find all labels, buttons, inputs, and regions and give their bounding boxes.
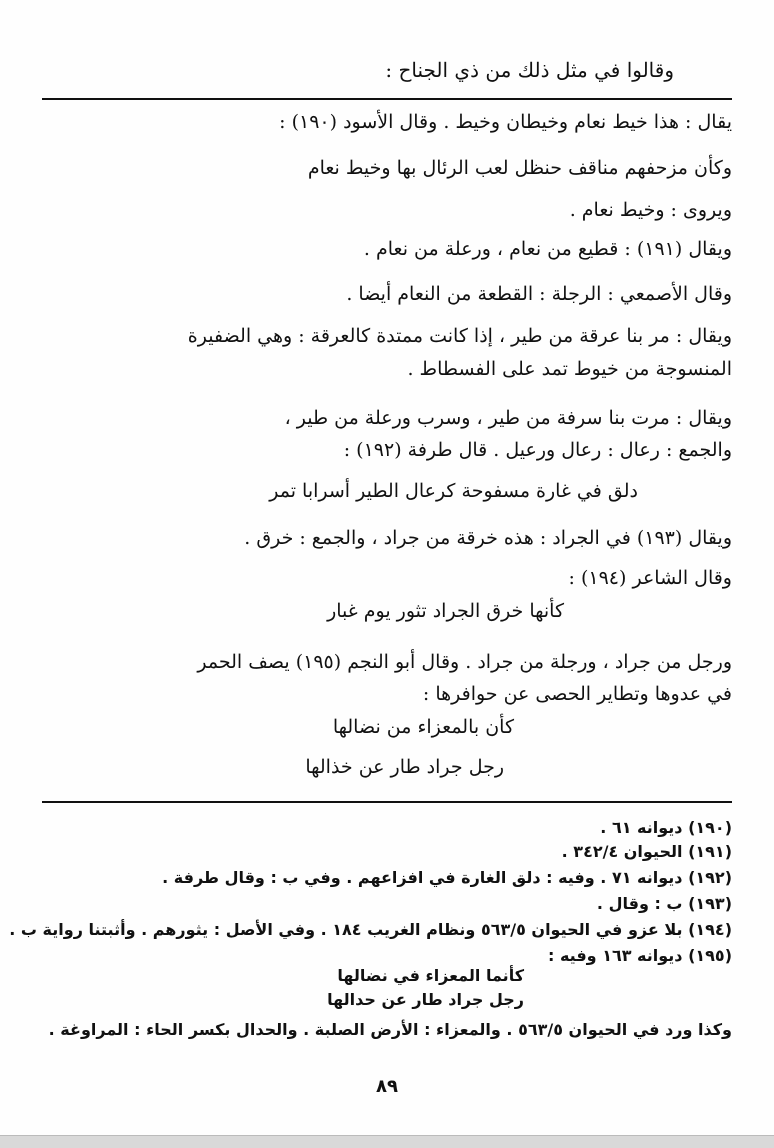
footnote-divider bbox=[42, 801, 732, 803]
body-line: ويروى : وخيط نعام . bbox=[569, 199, 732, 221]
header-divider bbox=[42, 98, 732, 100]
footnote: (١٩٢) ديوانه ٧١ . وفيه : دلق الغارة في افزاعهم . وفي ب : وقال طرفة . bbox=[162, 868, 732, 887]
body-line: ويقال (١٩٣) في الجراد : هذه خرقة من جراد ، والجمع : خرق . bbox=[244, 527, 732, 549]
body-line: ويقال : مرت بنا سرفة من طير ، وسرب ورعلة من طير ، bbox=[284, 407, 732, 429]
body-line: والجمع : رعال : رعال ورعيل . قال طرفة (١٩٢) : bbox=[343, 439, 732, 461]
footnote: (١٩٠) ديوانه ٦١ . bbox=[600, 818, 732, 837]
footnote-verse: كأنما المعزاء في نضالها bbox=[337, 966, 524, 985]
body-line: ويقال : مر بنا عرقة من طير ، إذا كانت ممتدة كالعرقة : وهي الضفيرة bbox=[187, 325, 732, 347]
body-line: وقال الأصمعي : الرجلة : القطعة من النعام أيضا . bbox=[346, 283, 732, 305]
section-heading: وقالوا في مثل ذلك من ذي الجناح : bbox=[385, 58, 674, 82]
body-line: ورجل من جراد ، ورجلة من جراد . وقال أبو النجم (١٩٥) يصف الحمر bbox=[197, 651, 732, 673]
page-number: ٨٩ bbox=[376, 1076, 398, 1097]
verse-line: كأن بالمعزاء من نضالها bbox=[332, 716, 514, 738]
footnote: (١٩٤) بلا عزو في الحيوان ٥٦٣/٥ ونظام الغريب ١٨٤ . وفي الأصل : يثورهم . وأثبتنا رواية ب . bbox=[9, 920, 732, 939]
body-line: ويقال (١٩١) : قطيع من نعام ، ورعلة من نعام . bbox=[363, 238, 732, 260]
verse-line: رجل جراد طار عن خذالها bbox=[305, 756, 504, 778]
viewer-bottom-bar bbox=[0, 1135, 774, 1148]
verse-line: دلق في غارة مسفوحة كرعال الطير أسرابا تمر bbox=[269, 480, 638, 502]
body-line: وقال الشاعر (١٩٤) : bbox=[568, 567, 732, 589]
body-line: في عدوها وتطاير الحصى عن حوافرها : bbox=[422, 683, 732, 705]
verse-line: كأنها خرق الجراد تثور يوم غبار bbox=[327, 600, 564, 622]
footnote: (١٩٣) ب : وقال . bbox=[596, 894, 732, 913]
footnote-verse: رجل جراد طار عن حدالها bbox=[327, 990, 524, 1009]
footnote: وكذا ورد في الحيوان ٥٦٣/٥ . والمعزاء : الأرض الصلبة . والحدال بكسر الحاء : المراوغة . bbox=[48, 1020, 732, 1039]
footnote: (١٩٥) ديوانه ١٦٣ وفيه : bbox=[547, 946, 732, 965]
body-line: يقال : هذا خيط نعام وخيطان وخيط . وقال الأسود (١٩٠) : bbox=[279, 111, 732, 133]
body-line: المنسوجة من خيوط تمد على الفسطاط . bbox=[407, 358, 732, 380]
footnote: (١٩١) الحيوان ٣٤٢/٤ . bbox=[561, 842, 732, 861]
body-line: وكأن مزحفهم مناقف حنظل لعب الرئال بها وخيط نعام bbox=[307, 157, 732, 179]
